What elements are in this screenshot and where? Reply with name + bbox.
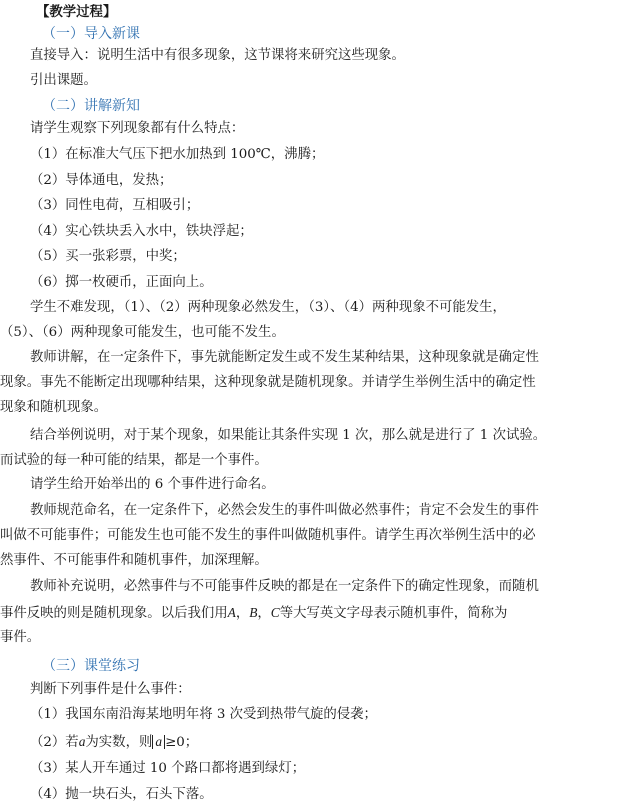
- phenomenon-item: （5）买一张彩票，中奖；: [30, 249, 186, 264]
- intro-text: 直接导入：说明生活中有很多现象，这节课将来研究这些现象。: [30, 48, 405, 63]
- paragraph-line: 现象。事先不能断定出现哪种结果，这种现象就是随机现象。并请学生举例生活中的确定性: [0, 375, 536, 390]
- paragraph-line: 请学生给开始举出的 6 个事件进行命名。: [30, 477, 275, 492]
- paragraph-text: 事件反映的则是随机现象。以后我们用: [0, 606, 228, 621]
- paragraph-line: 学生不难发现，（1）、（2）两种现象必然发生，（3）、（4）两种现象不可能发生，: [30, 300, 506, 315]
- math-variable-b: B: [249, 605, 258, 620]
- paragraph-line: 教师补充说明，必然事件与不可能事件反映的都是在一定条件下的确定性现象，而随机: [30, 579, 539, 594]
- phenomenon-item: （2）导体通电，发热；: [30, 173, 173, 188]
- paragraph-line: 事件。: [0, 630, 41, 645]
- paragraph-line: （5）、（6）两种现象可能发生，也可能不发生。: [0, 325, 285, 340]
- absolute-value-a: a: [152, 735, 165, 749]
- math-variable-a: A: [227, 605, 236, 620]
- heading-new-knowledge: （二）讲解新知: [42, 98, 140, 114]
- paragraph-text: 等大写英文字母表示随机事件，简称为: [279, 606, 508, 621]
- comma: ，: [235, 606, 250, 621]
- section-title: 【教学过程】: [36, 4, 117, 20]
- practice-text: ≥0；: [165, 735, 199, 750]
- heading-intro: （一）导入新课: [42, 26, 140, 42]
- paragraph-line: 而试验的每一种可能的结果，都是一个事件。: [0, 453, 268, 468]
- paragraph-line: 然事件、不可能事件和随机事件，加深理解。: [0, 553, 268, 568]
- paragraph-line: 教师讲解，在一定条件下，事先就能断定发生或不发生某种结果，这种现象就是确定性: [30, 350, 539, 365]
- paragraph-line: 结合举例说明，对于某个现象，如果能让其条件实现 1 次，那么就是进行了 1 次试验。: [30, 428, 547, 443]
- paragraph-line: [0, 604, 627, 623]
- practice-intro: 判断下列事件是什么事件：: [30, 682, 191, 697]
- phenomenon-item: （6）掷一枚硬币，正面向上。: [30, 275, 213, 290]
- math-variable-a: a: [78, 734, 86, 749]
- practice-item: （3）某人开车通过 10 个路口都将遇到绿灯；: [30, 761, 306, 776]
- phenomenon-item: （3）同性电荷，互相吸引；: [30, 198, 200, 213]
- math-variable-c: C: [270, 605, 280, 620]
- paragraph-line: 现象和随机现象。: [0, 400, 108, 415]
- heading-practice: （三）课堂练习: [42, 658, 140, 674]
- phenomenon-item: （4）实心铁块丢入水中，铁块浮起；: [30, 224, 253, 239]
- intro-text-2: 引出课题。: [30, 73, 97, 88]
- practice-item: （4）抛一块石头，石头下落。: [30, 787, 213, 802]
- practice-text: （2）若: [30, 735, 79, 750]
- comma: ，: [257, 606, 271, 621]
- new-intro: 请学生观察下列现象都有什么特点：: [30, 121, 245, 136]
- paragraph-line: 教师规范命名，在一定条件下，必然会发生的事件叫做必然事件；肯定不会发生的事件: [30, 503, 539, 518]
- phenomenon-item: （1）在标准大气压下把水加热到 100℃，沸腾；: [30, 147, 325, 162]
- practice-item: [0, 733, 627, 752]
- practice-text: 为实数，则: [85, 735, 153, 750]
- practice-item: （1）我国东南沿海某地明年将 3 次受到热带气旋的侵袭；: [30, 707, 377, 722]
- paragraph-line: 叫做不可能事件；可能发生也可能不发生的事件叫做随机事件。请学生再次举例生活中的必: [0, 528, 536, 543]
